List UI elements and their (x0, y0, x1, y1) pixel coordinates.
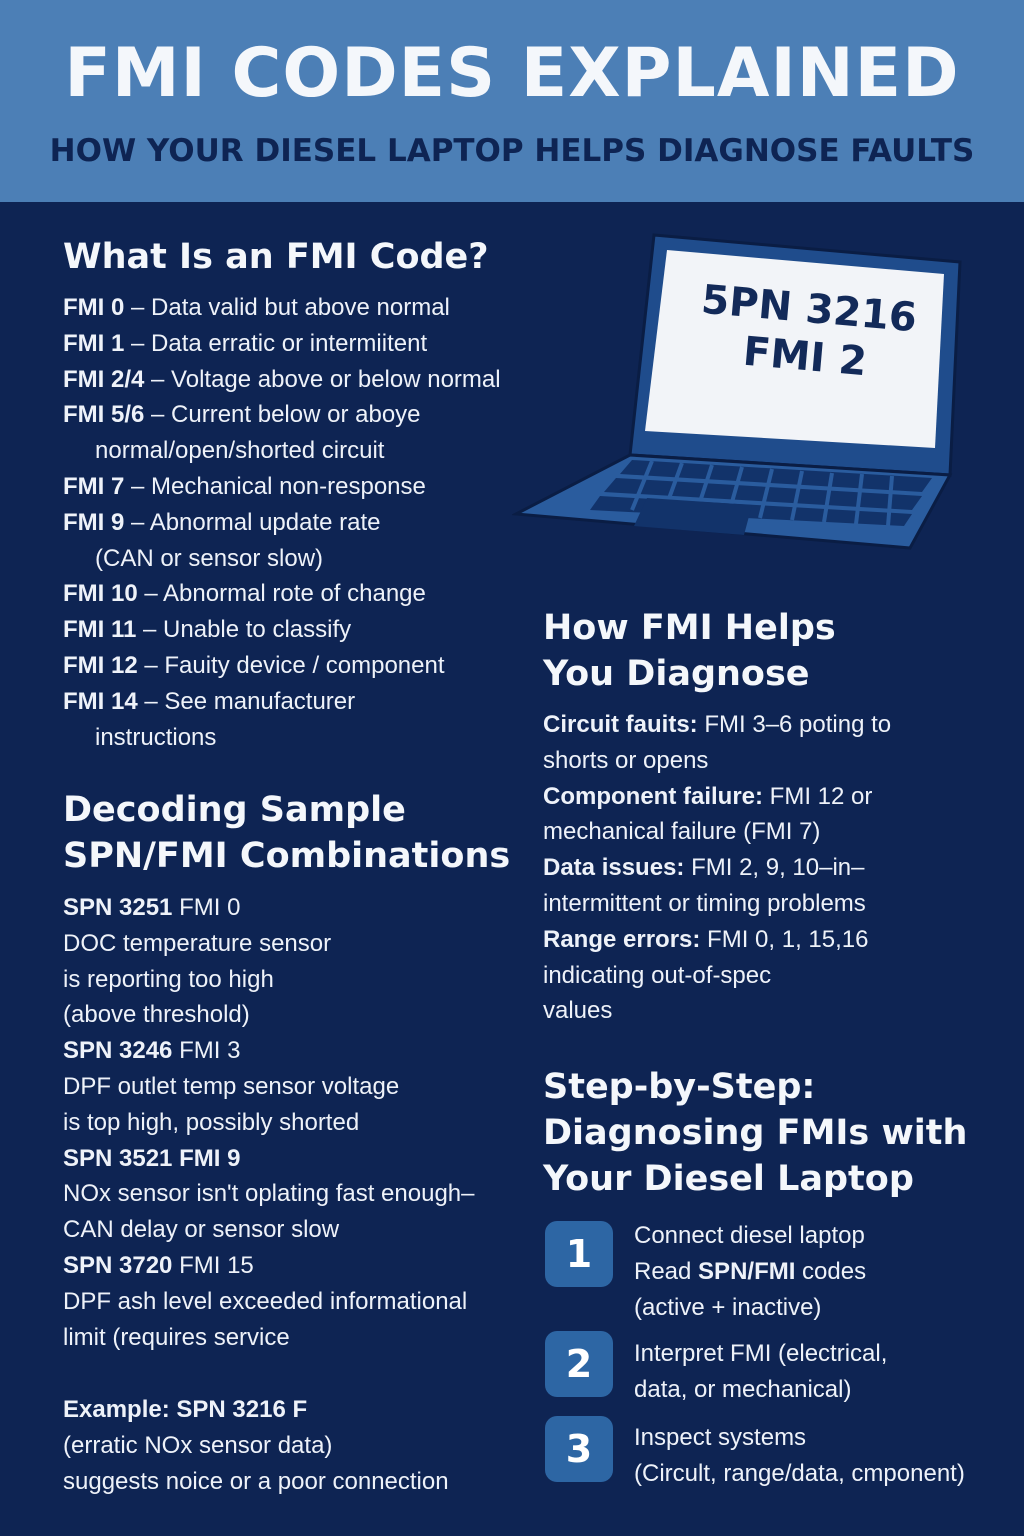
helps-label: Circuit fauits: (543, 711, 698, 738)
fmi-list-item (63, 362, 501, 398)
fmi-list-item (63, 576, 501, 612)
sample-code (63, 1141, 475, 1177)
sample-description: DPF outlet temp sensor voltage (63, 1072, 400, 1100)
fmi-description-cont: instructions (95, 723, 217, 751)
fmi-list-item (63, 397, 501, 433)
fmi-code: FMI 3 (172, 1037, 241, 1065)
fmi-code: FMI 14 (63, 687, 138, 715)
fmi-list-item (63, 648, 501, 684)
sample-description: is reporting too high (63, 965, 274, 993)
step-number-badge: 3 (545, 1416, 613, 1482)
step-text (634, 1420, 965, 1492)
helps-text: FMI 2, 9, 10–in– (684, 854, 865, 882)
helps-label: Data issues: (543, 854, 685, 882)
decoding-heading-line1: Decoding Sample (63, 790, 406, 830)
spn-code: SPN 3246 (63, 1037, 173, 1065)
step-line (634, 1456, 965, 1492)
decoding-heading (63, 787, 510, 879)
sample-combinations (63, 890, 475, 1355)
fmi-description: – Abnormal rote of change (137, 580, 426, 608)
fmi-code: FMI 15 (172, 1251, 254, 1279)
sample-description: CAN delay or sensor slow (63, 1216, 340, 1244)
helps-item (543, 779, 891, 815)
fmi-code: FMI 7 (63, 472, 125, 500)
step-text-bold: SPN/FMI (698, 1257, 796, 1285)
sample-code (63, 1033, 475, 1069)
sample-description: limit (requires service (63, 1323, 290, 1351)
helps-heading (543, 605, 836, 697)
step-number-badge: 2 (545, 1331, 613, 1397)
fmi-description: – Data valid but above normal (124, 294, 450, 321)
helps-heading-line1: How FMI Helps (543, 608, 836, 648)
fmi-code: FMI 1 (63, 329, 125, 357)
sample-description: DOC temperature sensor (63, 929, 332, 957)
laptop-illustration (512, 230, 962, 554)
fmi-code: FMI 9 (63, 508, 125, 536)
page-subtitle: HOW YOUR DIESEL LAPTOP HELPS DIAGNOSE FAULTS (49, 133, 975, 169)
helps-item (543, 922, 891, 958)
helps-list (543, 707, 891, 1029)
what-is-fmi-heading: What Is an FMI Code? (63, 237, 489, 277)
fmi-description: – Abnormal update rate (124, 508, 381, 536)
page-title: FMI CODES EXPLAINED (64, 34, 960, 113)
example-code (63, 1392, 449, 1428)
decoding-heading-line2: SPN/FMI Combinations (63, 836, 511, 876)
helps-text: FMI 0, 1, 15,16 (700, 925, 869, 953)
sample-description: DPF ash level exceeded informational (63, 1287, 468, 1315)
fmi-list-item (63, 469, 501, 505)
fmi-description: – Mechanical non-response (124, 472, 426, 500)
step-line (634, 1254, 866, 1290)
helps-text: FMI 12 or (763, 782, 873, 810)
example-spn: SPN 3216 F (169, 1396, 308, 1423)
steps-heading-line3: Your Diesel Laptop (543, 1159, 914, 1199)
step-line: Inspect systems (634, 1424, 807, 1451)
spn-code: SPN 3720 (63, 1251, 173, 1279)
helps-text: FMI 3–6 poting to (697, 711, 892, 738)
step-text-part: data, or mechanical) (634, 1375, 852, 1403)
steps-heading (543, 1064, 967, 1202)
helps-text-cont: indicating out-of-spec (543, 961, 772, 989)
fmi-list-item (63, 612, 501, 648)
fmi-list-item (63, 290, 501, 326)
helps-text-cont: values (543, 997, 613, 1025)
laptop-screen-fmi: FMI 2 (741, 328, 869, 386)
fmi-list-item (63, 505, 501, 541)
step-text-part: (Circult, range/data, cmponent) (634, 1459, 965, 1487)
fmi-description: – Fauity device / component (137, 651, 445, 679)
helps-text-cont: intermittent or timing problems (543, 889, 866, 917)
sample-code (63, 1248, 475, 1284)
step-text-part: codes (795, 1257, 867, 1285)
example-description: (erratic NOx sensor data) (63, 1431, 333, 1459)
fmi-description: – Current below or aboye (144, 401, 421, 429)
step-line: (active + inactive) (634, 1293, 822, 1321)
header-banner (0, 0, 1024, 202)
helps-heading-line2: You Diagnose (543, 654, 810, 694)
fmi-list-item (63, 326, 501, 362)
fmi-code: FMI 2/4 (63, 365, 145, 393)
example-description: suggests noice or a poor connection (63, 1467, 449, 1495)
fmi-code-list (63, 290, 501, 755)
helps-label: Range errors: (543, 925, 701, 953)
fmi-code: FMI 5/6 (63, 401, 145, 429)
step-number-badge: 1 (545, 1221, 613, 1287)
sample-description: (above threshold) (63, 1001, 250, 1029)
helps-text-cont: mechanical failure (FMI 7) (543, 818, 821, 846)
fmi-description: – Data erratic or intermiitent (124, 329, 428, 357)
fmi-description-cont: normal/open/shorted circuit (95, 437, 385, 465)
fmi-description: – Unable to classify (136, 616, 352, 644)
sample-description: NOx sensor isn't oplating fast enough– (63, 1180, 475, 1208)
fmi-list-item (63, 684, 501, 720)
steps-heading-line1: Step-by-Step: (543, 1067, 816, 1107)
fmi-code: FMI 0 (63, 294, 125, 321)
fmi-description: – Voltage above or below normal (144, 365, 501, 393)
step-line: Interpret FMI (electrical, (634, 1340, 888, 1367)
helps-item (543, 850, 891, 886)
sample-code (63, 890, 475, 926)
fmi-code: FMI 11 (63, 616, 137, 644)
step-line (634, 1372, 887, 1408)
step-text (634, 1218, 866, 1325)
helps-item (543, 707, 891, 743)
fmi-code: FMI 12 (63, 651, 138, 679)
sample-description: is top high, possibly shorted (63, 1108, 360, 1136)
step-text (634, 1336, 887, 1408)
steps-heading-line2: Diagnosing FMIs with (543, 1113, 968, 1153)
fmi-code: FMI 0 (172, 894, 241, 921)
spn-code: SPN 3521 FMI 9 (63, 1144, 241, 1172)
fmi-code: FMI 10 (63, 580, 138, 608)
spn-code: SPN 3251 (63, 894, 173, 921)
example-label: Example: (63, 1396, 170, 1423)
step-line: Connect diesel laptop (634, 1222, 865, 1249)
fmi-description: – See manufacturer (137, 687, 356, 715)
laptop-screen-spn: 5PN 3216 (699, 276, 919, 342)
example-block (63, 1392, 449, 1499)
fmi-description-cont: (CAN or sensor slow) (95, 544, 324, 572)
helps-label: Component failure: (543, 782, 763, 810)
helps-text-cont: shorts or opens (543, 746, 709, 774)
step-text-part: Read (634, 1257, 699, 1285)
